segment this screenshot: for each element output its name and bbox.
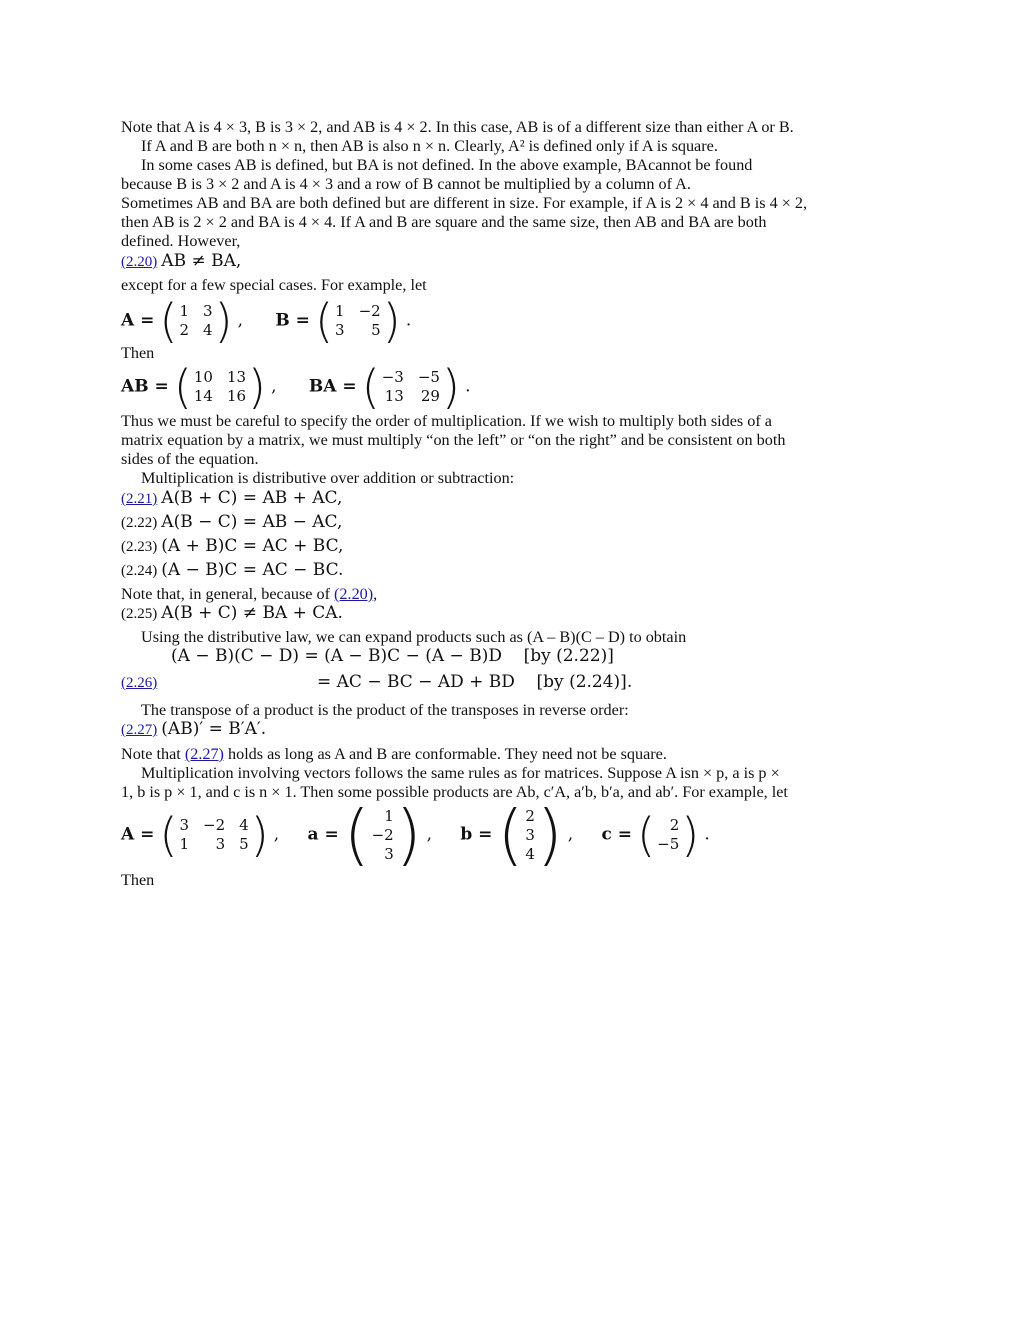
equation: (A + B)C = AC + BC, [161,536,344,556]
matrix-label: A = [121,824,155,845]
matrix-grid: 1 −2 3 5 [335,302,381,339]
vector-label: b = [460,824,493,845]
text-line: defined. However, [121,232,241,250]
matrix-label: B = [275,310,310,331]
equation-number: (2.25) [121,606,158,622]
equation-2-26-line-1 [171,647,614,666]
equation-number: (2.22) [121,515,158,531]
text-line: Sometimes AB and BA are both defined but are different in size. For example, if A is 2 × 4 and B is 4 × 2, [121,194,808,212]
equation-ref-link[interactable]: (2.20) [334,585,374,603]
matrix-grid: 1 3 2 4 [179,302,213,339]
equation-2-22 [121,513,342,533]
text-line: except for a few special cases. For example, let [121,276,427,294]
equation: A(B + C) = AB + AC, [161,488,343,508]
matrix-grid: −3 −5 13 29 [381,368,440,405]
text-line: because B is 3 × 2 and A is 4 × 3 and a row of B cannot be multiplied by a column of A. [121,175,691,193]
text-line: 1, b is p × 1, and c is n × 1. Then some possible products are Ab, c′A, a′b, b′a, and ab′. For example, let [121,783,788,801]
equation-2-27 [121,720,266,740]
vector-grid: 2 3 4 [525,806,535,863]
equation-number-link[interactable]: (2.26) [121,675,158,691]
equation-number-link[interactable]: (2.27) [121,722,158,738]
matrix-row-2: AB = ( 10 13 14 16 ) , BA = ( −3 −5 13 29 ) . [121,360,471,414]
text-line: then AB is 2 × 2 and BA is 4 × 4. If A and B are square and the same size, then AB and BA are both [121,213,767,231]
matrix-BA: ( −3 −5 13 29 ) [361,360,460,414]
vector-b: ( 2 3 4 ) [497,796,563,873]
equation-number: (2.24) [121,563,158,579]
vector-a: ( 1 −2 3 ) [343,796,422,873]
text-line: Using the distributive law, we can expand products such as (A – B)(C – D) to obtain [141,628,687,646]
equation-2-24 [121,561,343,581]
equation-2-21 [121,489,342,509]
matrix-label: A = [121,310,155,331]
text-line: sides of the equation. [121,450,259,468]
text-line: Multiplication is distributive over addition or subtraction: [141,469,515,487]
matrix-grid: 10 13 14 16 [193,368,247,405]
text-line: Then [121,344,155,362]
vector-grid: 2 −5 [657,816,680,853]
equation: A(B − C) = AB − AC, [161,512,343,532]
equation: (A − B)C = AC − BC. [161,560,344,580]
text-line: Note that (2.27) holds as long as A and B are conformable. They need not be square. [121,745,667,763]
text-line: Then [121,871,155,889]
text-line: Note that A is 4 × 3, B is 3 × 2, and AB is 4 × 2. In this case, AB is of a different size than either A or B. [121,118,794,136]
equation-2-20 [121,252,241,272]
equation: (AB)′ = B′A′. [161,719,267,739]
text-line: In some cases AB is defined, but BA is not defined. In the above example, BAcannot be found [141,156,753,174]
equation-2-23 [121,537,343,557]
equation-2-26-line-2 [121,673,157,693]
text-line: If A and B are both n × n, then AB is also n × n. Clearly, A² is defined only if A is square. [141,137,718,155]
matrix-A: ( 3 −2 4 1 3 5 ) [159,808,269,862]
matrix-row-1: A = ( 1 3 2 4 ) , B = ( 1 −2 3 5 ) . [121,294,412,348]
vector-grid: 1 −2 3 [371,806,394,863]
equation-ref-link[interactable]: (2.27) [184,745,224,763]
matrix-grid: 3 −2 4 1 3 5 [179,816,249,853]
matrix-A: ( 1 3 2 4 ) [159,294,233,348]
vector-c: ( 2 −5 ) [637,808,700,862]
matrix-AB: ( 10 13 14 16 ) [173,360,266,414]
equation-2-25 [121,604,343,624]
text-line: Note that, in general, because of (2.20), [121,585,378,603]
matrix-label: AB = [121,376,169,397]
matrix-label: BA = [308,376,357,397]
text-line: Multiplication involving vectors follows the same rules as for matrices. Suppose A isn × p, a is p × [141,764,780,782]
equation: (A − B)(C − D) = (A − B)C − (A − B)D [by (2.22)] [171,646,614,666]
text-line: matrix equation by a matrix, we must multiply “on the left” or “on the right” and be consistent on both [121,431,786,449]
equation: = AC − BC − AD + BD [by (2.24)]. [317,672,633,692]
vector-label: c = [601,824,633,845]
matrix-B: ( 1 −2 3 5 ) [315,294,401,348]
text-line: The transpose of a product is the product of the transposes in reverse order: [141,701,629,719]
text-line: Thus we must be careful to specify the order of multiplication. If we wish to multiply both sides of a [121,412,772,430]
equation-number-link[interactable]: (2.21) [121,491,158,507]
equation-number: (2.23) [121,539,158,555]
vector-label: a = [307,824,339,845]
equation: A(B + C) ≠ BA + CA. [161,603,343,623]
equation-number-link[interactable]: (2.20) [121,254,158,270]
matrix-row-3: A = ( 3 −2 4 1 3 5 ) , a = ( 1 −2 3 ) , b = ( 2 3 4 ) , c = ( 2 −5 ) . [121,796,710,873]
equation: AB ≠ BA, [161,251,242,271]
equation-2-26-line-2-body [317,673,632,692]
